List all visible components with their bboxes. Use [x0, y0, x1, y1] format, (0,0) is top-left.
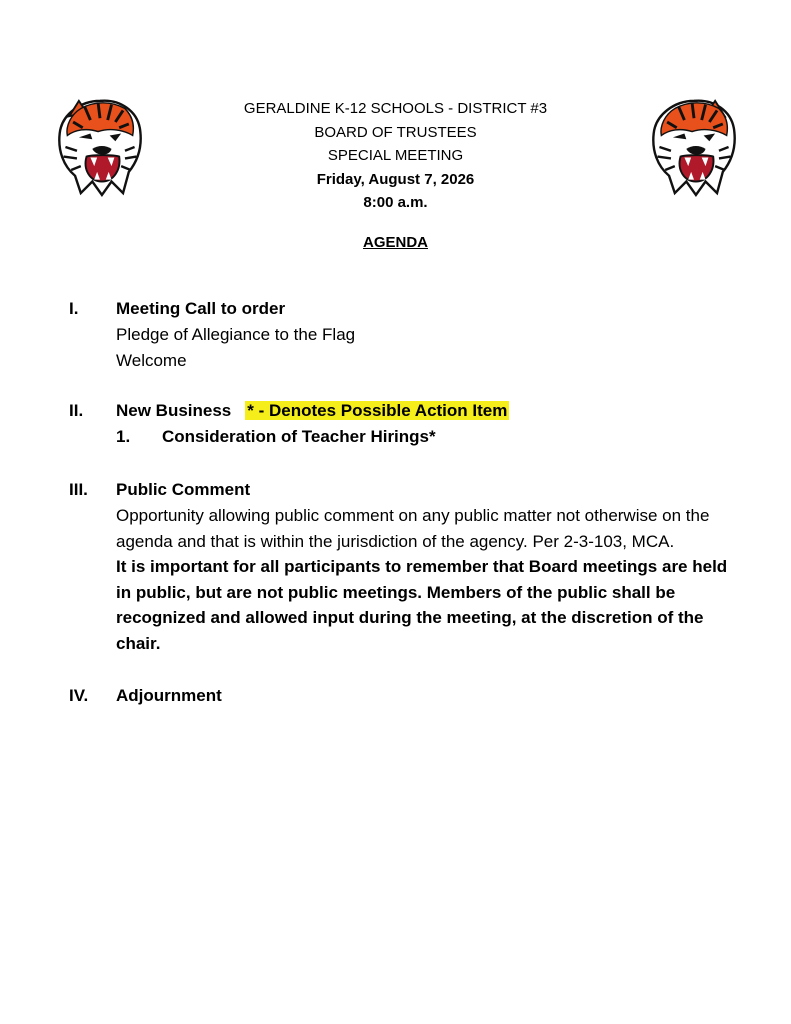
- public-comment-notice: It is important for all participants to remember that Board meetings are held in public, but are not public meetings. Members of the public shall be recognized and allowed input during the meeting, at the discretion of the chair.: [116, 557, 728, 653]
- section-numeral: III.: [69, 480, 88, 499]
- action-item-note: * - Denotes Possible Action Item: [247, 401, 508, 420]
- meeting-type: SPECIAL MEETING: [327, 147, 464, 164]
- section-numeral: IV.: [69, 686, 89, 705]
- section-title: Meeting Call to order: [116, 299, 286, 318]
- public-comment-description: Opportunity allowing public comment on any public matter not otherwise on the agenda and that is within the jurisdiction of the agency. Per 2-3-103, MCA.: [116, 506, 710, 551]
- section-title: Adjournment: [116, 686, 222, 705]
- school-name: GERALDINE K-12 SCHOOLS - DISTRICT #3: [243, 100, 548, 117]
- agenda-item: Welcome: [116, 351, 187, 370]
- document-header: [0, 97, 791, 215]
- section-numeral: II.: [69, 401, 84, 420]
- public-comment-text: [116, 503, 742, 657]
- board-name: BOARD OF TRUSTEES: [314, 123, 477, 141]
- meeting-date: Friday, August 7, 2026: [316, 170, 475, 188]
- section-title: New Business: [116, 401, 232, 420]
- agenda-item: Pledge of Allegiance to the Flag: [116, 325, 356, 344]
- subitem-title: Consideration of Teacher Hirings*: [162, 427, 436, 446]
- section-title: Public Comment: [116, 480, 251, 499]
- meeting-time: 8:00 a.m.: [363, 194, 428, 211]
- agenda-subitem: [116, 424, 746, 450]
- section-numeral: I.: [69, 299, 79, 318]
- subitem-number: 1.: [116, 427, 131, 446]
- agenda-title: AGENDA: [362, 234, 428, 251]
